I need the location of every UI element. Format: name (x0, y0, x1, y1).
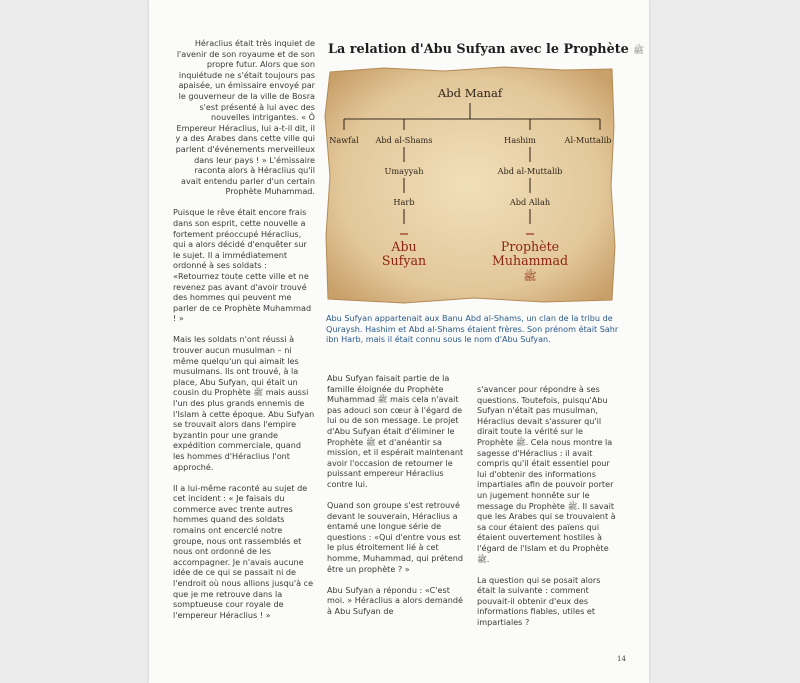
paragraph-2: Puisque le rêve était encore frais dans son esprit, cette nouvelle a fortement préoccupé Héraclius, qui a alors décidé d'enquêter sur le sujet. Il a immédiatement ordonné à ses soldats : «Retournez toute cette ville et ne revenez pas avant d'avoir trouvé des hommes qui peuvent me parler de ce Prophète Muhammad ! » (173, 207, 312, 324)
prophet-seal-icon: ﷺ (523, 270, 537, 283)
honorific-mark: ﷺ (633, 46, 645, 56)
right-column (477, 384, 619, 638)
tree-node-umayyah: Umayyah (384, 166, 424, 176)
left-column (173, 38, 315, 631)
paragraph-5: Abu Sufyan faisait partie de la famille éloignée du Prophète Muhammad ﷺ mais cela n'avait pas adouci son cœur à l'égard de lui ou de son message. Le projet d'Abu Sufyan était d'éliminer le Prophète ﷺ et d'anéantir sa mission, et il espérait maintenant avoir l'occasion de retourner le puissant empereur Héraclius contre lui. (327, 373, 464, 489)
section-title (328, 42, 645, 58)
family-tree-figure (324, 66, 616, 304)
paragraph-4: Il a lui-même raconté au sujet de cet incident : « Je faisais du commerce avec trente autres hommes quand des soldats romains ont encerclé notre groupe, nous ont rassemblés et nous ont ordonné de les accompagner. Je n'avais aucune idée de ce qui se passait ni de l'endroit où nous allions jusqu'à ce que je me retrouve dans la somptueuse cour royale de l'empereur Héraclius ! » (173, 482, 314, 620)
paragraph-7: Abu Sufyan a répondu : «C'est moi. » Héraclius a alors demandé à Abu Sufyan de (327, 584, 463, 616)
title-text: La relation d'Abu Sufyan avec le Prophète (328, 42, 629, 57)
tree-node-nawfal: Nawfal (329, 135, 359, 145)
paragraph-6: Quand son groupe s'est retrouvé devant le souverain, Héraclius a entamé une longue série de questions : «Qui d'entre vous est le plus étroitement lié à cet homme, Muhammad, qui prétend être un prophète ? » (327, 500, 463, 574)
book-page (149, 0, 649, 683)
tree-leaf-abu-sufyan: Abu Sufyan (381, 239, 427, 268)
tree-node-hashim: Hashim (504, 135, 536, 145)
tree-node-al-muttalib: Al-Muttalib (564, 135, 612, 145)
tree-root: Abd Manaf (437, 86, 503, 100)
paragraph-8: s'avancer pour répondre à ses questions. Toutefois, puisqu'Abu Sufyan n'était pas musulman, Héraclius devait s'assurer qu'il dirait toute la vérité sur le Prophète ﷺ. Cela nous montre la sagesse d'Héraclius : il avait compris qu'il était essentiel pour lui d'obtenir des informations impartiales afin de pouvoir porter un jugement honnête sur le message du Prophète ﷺ. Il savait que les Arabes qui se trouvaient à sa cour étaient des païens qui étaient ouvertement hostiles à l'égard de l'Islam et du Prophète ﷺ. (477, 384, 616, 564)
tree-node-harb: Harb (393, 197, 415, 207)
tree-node-abd-al-muttalib: Abd al-Muttalib (497, 166, 563, 176)
figure-caption: Abu Sufyan appartenait aux Banu Abd al-Shams, un clan de la tribu de Quraysh. Hashim et Abd al-Shams étaient frères. Son prénom était Sahr ibn Harb, mais il était connu sous le nom d'Abu Sufyan. (326, 313, 619, 345)
parchment-background (324, 66, 616, 304)
paragraph-3: Mais les soldats n'ont réussi à trouver aucun musulman – ni même quelqu'un qui aimait les musulmans. Ils ont trouvé, à la place, Abu Sufyan, qui était un cousin du Prophète ﷺ mais aussi l'un des plus grands ennemis de l'Islam à cette époque. Abu Sufyan se trouvait alors dans l'empire byzantin pour une grande expédition commerciale, quand les hommes d'Héraclius l'ont approché. (173, 334, 315, 472)
tree-leaf-prophete-muhammad: Prophète Muhammad (491, 239, 569, 268)
middle-column (327, 373, 467, 627)
tree-node-abd-allah: Abd Allah (509, 197, 551, 207)
tree-node-abd-al-shams: Abd al-Shams (375, 135, 433, 145)
paragraph-1: Héraclius était très inquiet de l'avenir de son royaume et de son propre futur. Alors que son inquiétude ne s'était toujours pas apaisée, un émissaire envoyé par le gouverneur de la ville de Bosra s'est présenté à lui avec des nouvelles intrigantes. « Ô Empereur Héraclius, lui a-t-il dit, il y a des Arabes dans cette ville qui parlent d'événements merveilleux dans leur pays ! » L'émissaire raconta alors à Héraclius qu'il avait entendu parler d'un certain Prophète Muhammad. (175, 38, 315, 197)
paragraph-9: La question qui se posait alors était la suivante : comment pouvait-il obtenir d'eux des informations fiables, utiles et impartiales ? (477, 574, 601, 627)
page-number: 14 (617, 655, 626, 663)
